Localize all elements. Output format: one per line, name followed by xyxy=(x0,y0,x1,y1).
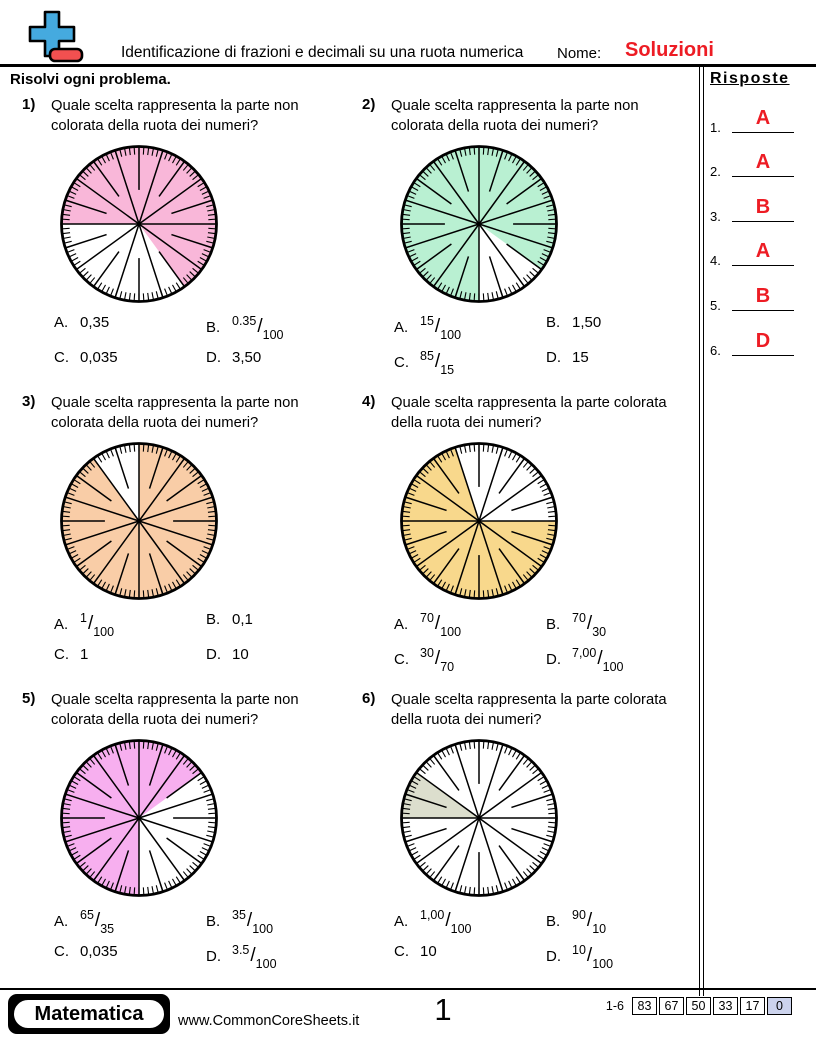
fraction-numerator: 0.35 xyxy=(232,313,257,328)
site-url: www.CommonCoreSheets.it xyxy=(178,1013,360,1029)
score-box: 83 xyxy=(632,997,657,1015)
question-row xyxy=(362,96,694,137)
question-text: Quale scelta rappresenta la parte non colorata della ruota dei numeri? xyxy=(51,98,299,135)
question-row xyxy=(22,393,354,434)
choice-value: 10 xyxy=(420,942,437,960)
choice-value: 1 xyxy=(80,645,89,663)
fraction-numerator: 7,00 xyxy=(572,645,597,660)
question-row xyxy=(362,690,694,731)
question-text: Quale scelta rappresenta la parte colorata della ruota dei numeri? xyxy=(391,692,667,729)
choice-label: A. xyxy=(54,912,69,930)
fraction-slash: / xyxy=(586,612,593,634)
choice-label: C. xyxy=(394,650,409,668)
answer-letter: A xyxy=(755,240,771,263)
fraction-slash: / xyxy=(257,315,263,337)
choice-option xyxy=(546,349,694,371)
choice-label: A. xyxy=(394,318,409,336)
question-number: 5) xyxy=(22,690,36,707)
choice-value: 3,50 xyxy=(232,348,262,366)
answer-item xyxy=(708,321,812,366)
sidebar-divider xyxy=(699,67,704,996)
question-row xyxy=(22,96,354,137)
choices-grid xyxy=(394,313,694,377)
worksheet-title: Identificazione di frazioni e decimali su una ruota numerica xyxy=(121,44,524,61)
fraction-denominator: 70 xyxy=(440,659,455,674)
question-text: Quale scelta rappresenta la parte non colorata della ruota dei numeri? xyxy=(391,98,639,135)
fraction-denominator: 100 xyxy=(592,956,614,971)
answer-item xyxy=(708,143,812,188)
answer-blank-line xyxy=(732,265,794,266)
answer-number: 5. xyxy=(710,297,721,313)
question-text: Quale scelta rappresenta la parte colorata della ruota dei numeri? xyxy=(391,395,667,432)
choice-label: D. xyxy=(546,348,561,366)
fraction-slash: / xyxy=(434,315,441,337)
choice-value xyxy=(232,942,277,971)
choice-value: 0,035 xyxy=(80,942,118,960)
answer-number: 1. xyxy=(710,119,721,135)
choice-label: B. xyxy=(206,318,221,336)
problem-block xyxy=(362,690,694,971)
choices-grid xyxy=(54,611,354,668)
choice-label: C. xyxy=(394,353,409,371)
choice-label: A. xyxy=(394,912,409,930)
answer-number: 6. xyxy=(710,342,721,358)
choice-option xyxy=(546,907,694,936)
fraction-numerator: 15 xyxy=(420,313,434,328)
fraction-denominator: 100 xyxy=(440,327,462,342)
question-number: 4) xyxy=(362,393,376,410)
answers-list xyxy=(708,98,812,366)
fraction-numerator: 65 xyxy=(80,907,94,922)
fraction-denominator: 100 xyxy=(93,624,115,639)
answer-blank-line xyxy=(732,176,794,177)
choice-option xyxy=(54,349,206,371)
choice-label: A. xyxy=(54,313,69,331)
answer-item xyxy=(708,98,812,143)
choice-option xyxy=(546,610,694,639)
choice-label: C. xyxy=(394,942,409,960)
footer-rule xyxy=(0,988,816,990)
answer-letter: B xyxy=(755,195,771,218)
choice-option xyxy=(394,907,546,936)
choice-label: B. xyxy=(206,610,221,628)
number-wheel xyxy=(58,143,220,305)
fraction-slash: / xyxy=(434,350,441,372)
answer-blank-line xyxy=(732,132,794,133)
fraction-numerator: 1,00 xyxy=(420,907,445,922)
choice-option xyxy=(206,942,354,971)
choice-option xyxy=(394,645,546,674)
fraction-denominator: 100 xyxy=(602,659,624,674)
problem-block xyxy=(362,96,694,377)
fraction-slash: / xyxy=(586,909,593,931)
fraction-slash: / xyxy=(94,909,101,931)
choice-value xyxy=(80,907,115,936)
question-number: 3) xyxy=(22,393,36,410)
choice-label: C. xyxy=(54,942,69,960)
question-number: 2) xyxy=(362,96,376,113)
answers-title: Risposte xyxy=(710,70,790,87)
choice-label: B. xyxy=(206,912,221,930)
answer-item xyxy=(708,187,812,232)
score-box: 0 xyxy=(767,997,792,1015)
answers-panel xyxy=(708,70,812,366)
choice-value xyxy=(420,645,455,674)
fraction-denominator: 10 xyxy=(592,921,607,936)
page-number: 1 xyxy=(434,992,452,1027)
fraction-slash: / xyxy=(246,909,253,931)
fraction-denominator: 100 xyxy=(440,624,462,639)
plus-minus-logo-icon xyxy=(12,6,94,68)
choices-grid xyxy=(54,907,354,971)
choice-label: C. xyxy=(54,645,69,663)
score-box: 67 xyxy=(659,997,684,1015)
choice-label: C. xyxy=(54,348,69,366)
question-number: 6) xyxy=(362,690,376,707)
answer-number: 3. xyxy=(710,208,721,224)
fraction-denominator: 100 xyxy=(450,921,472,936)
choice-label: D. xyxy=(546,650,561,668)
number-wheel xyxy=(398,143,560,305)
answer-letter: D xyxy=(755,329,771,352)
solutions-text: Soluzioni xyxy=(625,39,714,61)
fraction-slash: / xyxy=(597,647,603,669)
choice-value: 10 xyxy=(232,645,249,663)
choice-option xyxy=(394,943,546,965)
answer-item xyxy=(708,232,812,277)
choices-grid xyxy=(394,610,694,674)
number-wheel xyxy=(398,440,560,602)
fraction-numerator: 85 xyxy=(420,348,434,363)
fraction-denominator: 100 xyxy=(255,956,277,971)
choice-value xyxy=(572,907,607,936)
fraction-denominator: 100 xyxy=(252,921,274,936)
question-text: Quale scelta rappresenta la parte non colorata della ruota dei numeri? xyxy=(51,692,299,729)
question-number: 1) xyxy=(22,96,36,113)
fraction-denominator: 30 xyxy=(592,624,607,639)
fraction-denominator: 15 xyxy=(440,362,455,377)
fraction-slash: / xyxy=(445,909,451,931)
choice-option xyxy=(394,313,546,342)
choice-label: D. xyxy=(206,947,221,965)
answer-item xyxy=(708,276,812,321)
fraction-slash: / xyxy=(586,944,593,966)
choice-option xyxy=(546,645,694,674)
choice-value: 0,035 xyxy=(80,348,118,366)
brand-badge xyxy=(8,994,170,1034)
answer-blank-line xyxy=(732,310,794,311)
problem-block xyxy=(22,393,354,668)
answer-number: 2. xyxy=(710,164,721,180)
choice-value xyxy=(420,348,455,377)
answer-blank-line xyxy=(732,221,794,222)
choice-option xyxy=(54,907,206,936)
choice-value: 0,1 xyxy=(232,610,253,628)
problem-block xyxy=(22,96,354,371)
number-wheel xyxy=(58,737,220,899)
choice-value xyxy=(420,313,462,342)
choice-option xyxy=(54,610,206,639)
number-wheel xyxy=(58,440,220,602)
choice-value xyxy=(572,645,624,674)
header-rule xyxy=(0,64,816,67)
choice-value xyxy=(80,610,115,639)
choice-label: D. xyxy=(206,645,221,663)
choice-option xyxy=(54,314,206,336)
choice-option xyxy=(546,942,694,971)
minus-shape xyxy=(50,49,82,61)
choice-value xyxy=(420,907,472,936)
choice-option xyxy=(54,646,206,668)
fraction-numerator: 1 xyxy=(80,610,87,625)
fraction-numerator: 30 xyxy=(420,645,434,660)
fraction-slash: / xyxy=(250,944,256,966)
choice-value xyxy=(572,942,614,971)
fraction-denominator: 100 xyxy=(262,327,284,342)
choice-option xyxy=(54,943,206,965)
answer-letter: A xyxy=(755,106,771,129)
score-box: 33 xyxy=(713,997,738,1015)
choice-value xyxy=(572,610,607,639)
answer-blank-line xyxy=(732,355,794,356)
choice-label: D. xyxy=(206,348,221,366)
choice-option xyxy=(394,610,546,639)
name-label: Nome: xyxy=(557,45,602,62)
fraction-numerator: 10 xyxy=(572,942,586,957)
choice-value xyxy=(232,313,284,342)
choice-option xyxy=(206,646,354,668)
score-box: 50 xyxy=(686,997,711,1015)
choice-label: B. xyxy=(546,912,561,930)
answer-number: 4. xyxy=(710,253,721,269)
instruction-text: Risolvi ogni problema. xyxy=(10,71,171,88)
choice-value xyxy=(232,907,274,936)
fraction-numerator: 70 xyxy=(572,610,586,625)
choice-label: B. xyxy=(546,615,561,633)
score-range-label: 1-6 xyxy=(605,999,624,1013)
choice-option xyxy=(206,611,354,633)
fraction-numerator: 70 xyxy=(420,610,434,625)
fraction-numerator: 90 xyxy=(572,907,586,922)
fraction-slash: / xyxy=(87,612,94,634)
choices-grid xyxy=(394,907,694,971)
number-wheel xyxy=(398,737,560,899)
problem-block xyxy=(362,393,694,674)
choice-option xyxy=(206,349,354,371)
choice-value: 1,50 xyxy=(572,313,602,331)
question-text: Quale scelta rappresenta la parte non colorata della ruota dei numeri? xyxy=(51,395,299,432)
choice-label: A. xyxy=(394,615,409,633)
question-row xyxy=(22,690,354,731)
problem-block xyxy=(22,690,354,971)
brand-name: Matematica xyxy=(13,999,165,1029)
choice-option xyxy=(546,314,694,336)
choice-option xyxy=(206,313,354,342)
answer-letter: B xyxy=(755,284,771,307)
fraction-numerator: 3.5 xyxy=(232,942,250,957)
answer-letter: A xyxy=(755,151,771,174)
choice-value: 0,35 xyxy=(80,313,110,331)
fraction-slash: / xyxy=(434,612,441,634)
choices-grid xyxy=(54,314,354,371)
choice-label: B. xyxy=(546,313,561,331)
choice-label: A. xyxy=(54,615,69,633)
choice-value xyxy=(420,610,462,639)
score-table xyxy=(606,997,792,1015)
fraction-denominator: 35 xyxy=(100,921,115,936)
choice-option xyxy=(394,348,546,377)
question-row xyxy=(362,393,694,434)
choice-label: D. xyxy=(546,947,561,965)
score-box: 17 xyxy=(740,997,765,1015)
fraction-slash: / xyxy=(434,647,441,669)
choice-option xyxy=(206,907,354,936)
choice-value: 15 xyxy=(572,348,589,366)
fraction-numerator: 35 xyxy=(232,907,246,922)
